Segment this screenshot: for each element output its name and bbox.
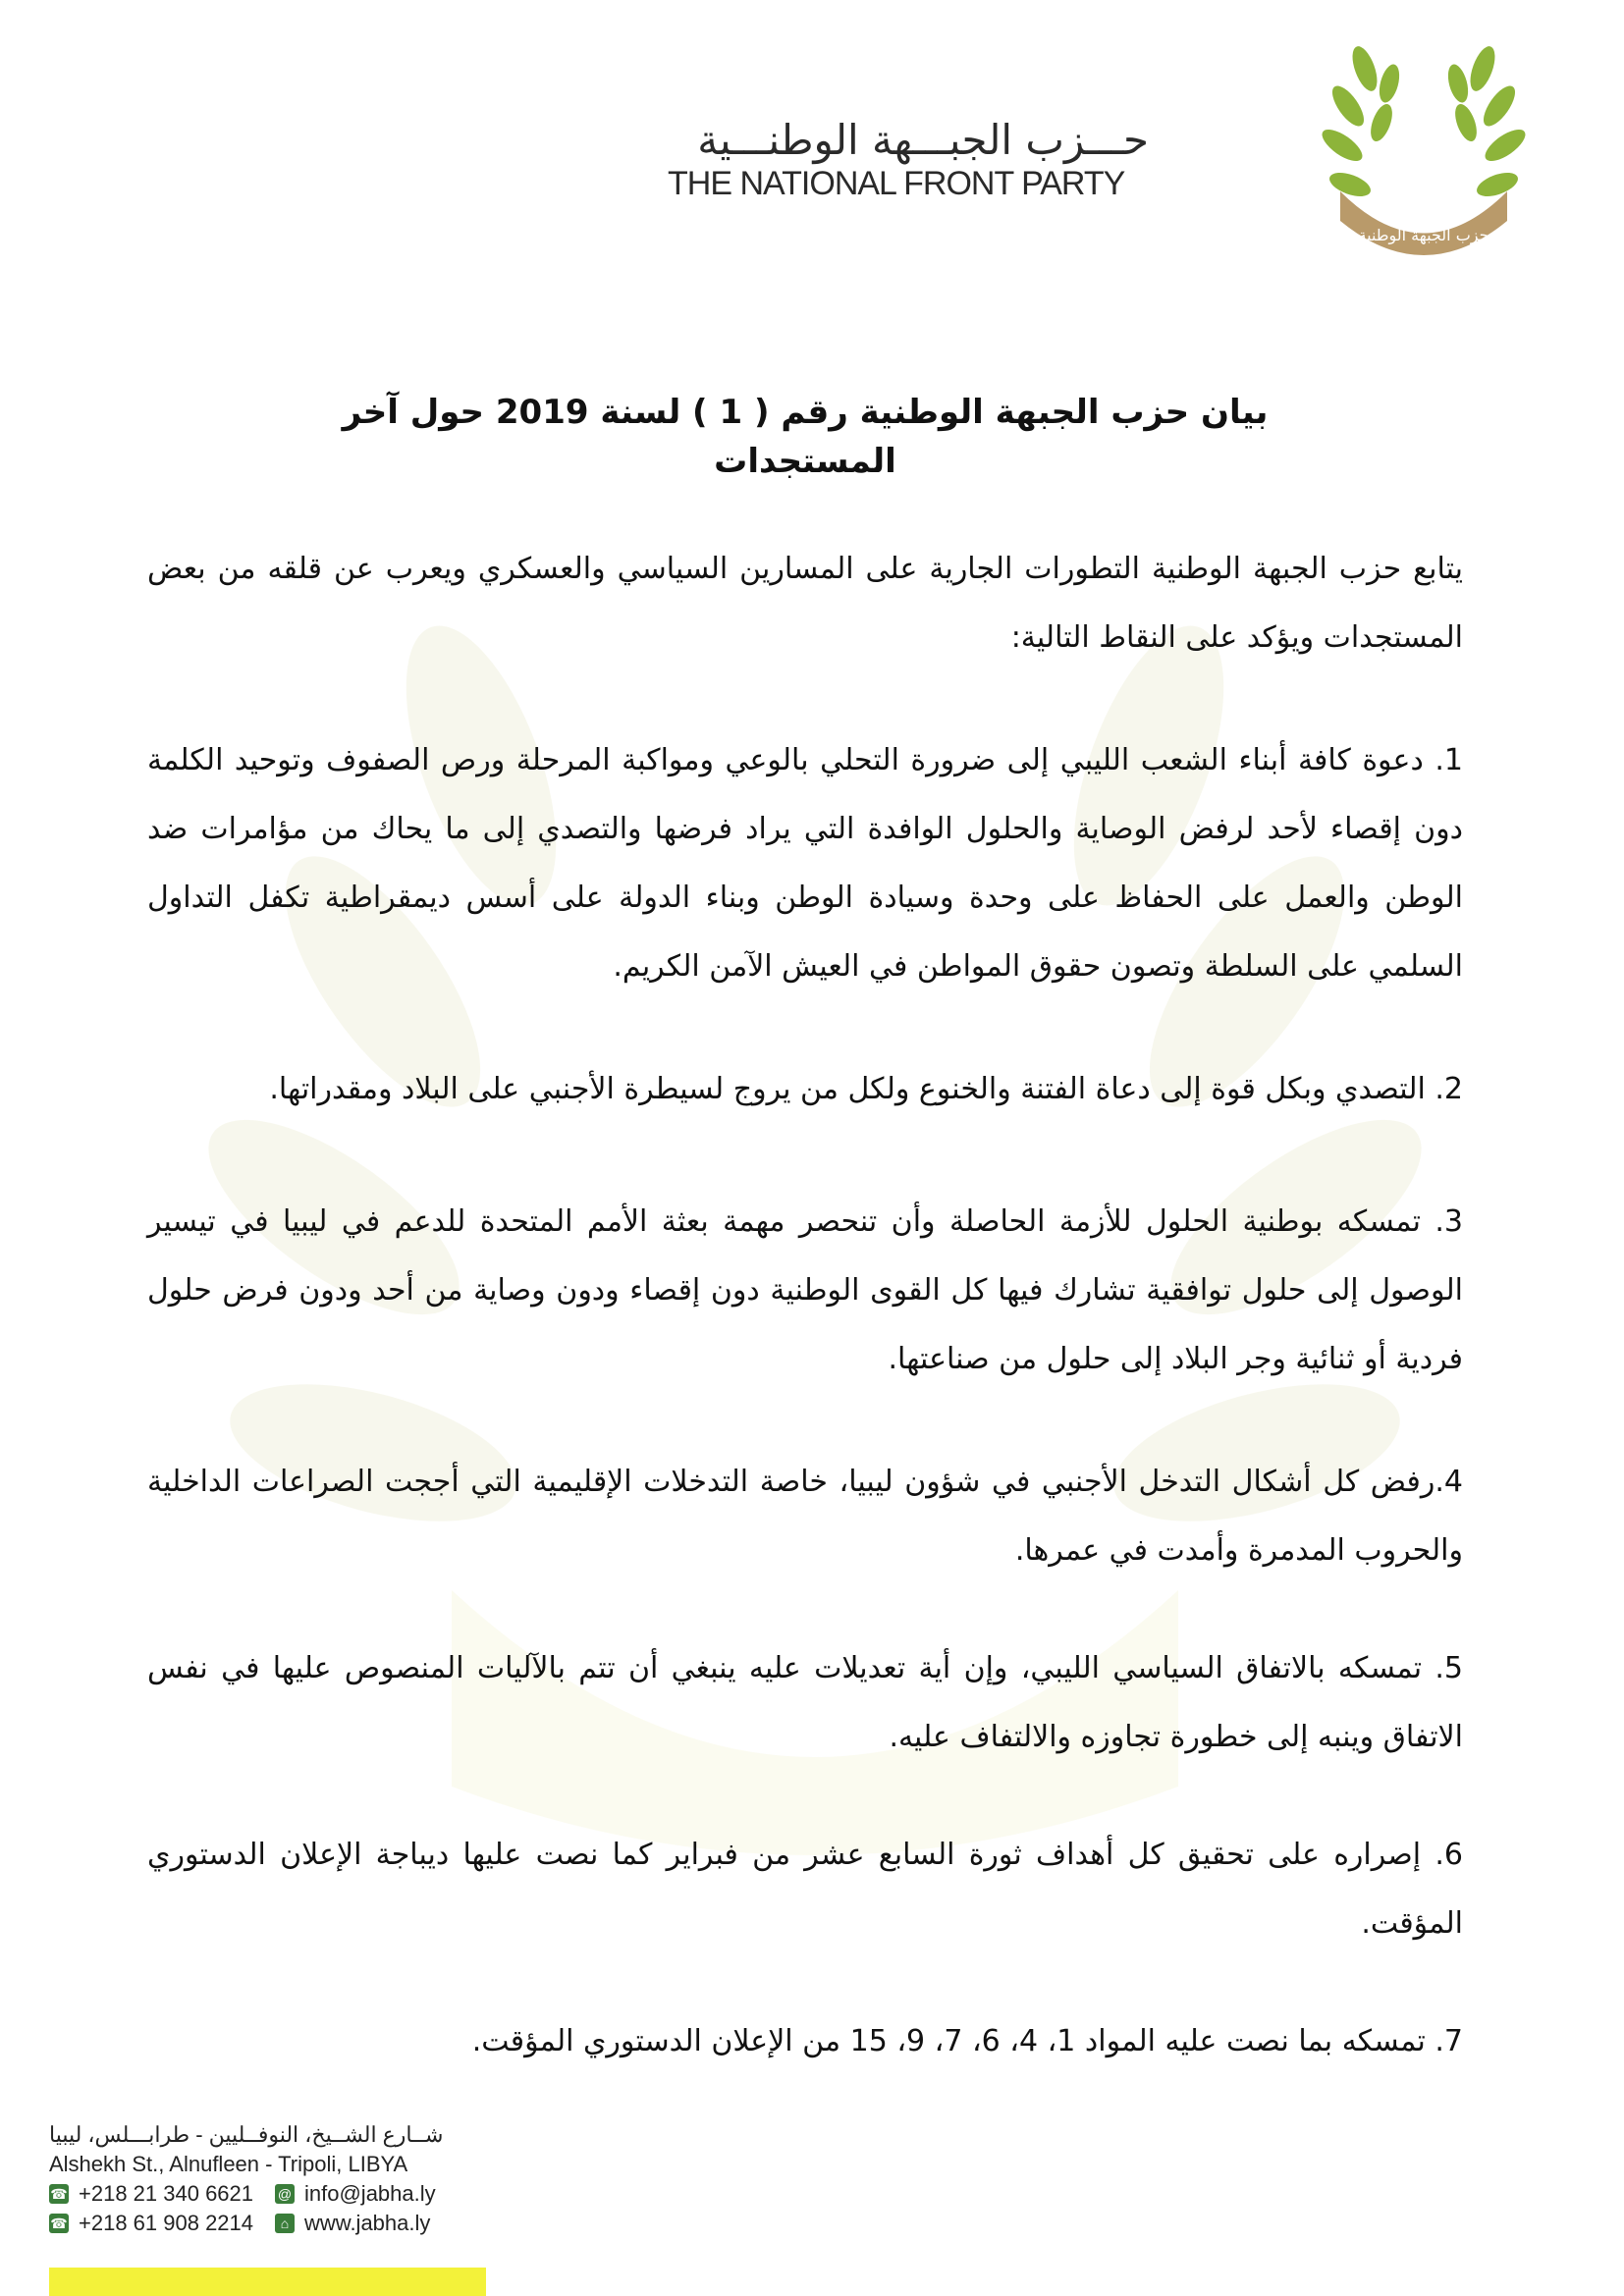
contact-row xyxy=(49,2181,501,2207)
letterhead-footer xyxy=(49,2122,501,2236)
contact-phone-2 xyxy=(49,2211,275,2236)
statement-intro: يتابع حزب الجبهة الوطنية التطورات الجارية على المسارين السياسي والعسكري ويعرب عن قلقه من بعض المستجدات ويؤكد على النقاط التالية: xyxy=(147,552,1463,655)
list-item xyxy=(147,1821,1463,1958)
phone-number-2: +218 61 908 2214 xyxy=(79,2211,254,2235)
list-item xyxy=(147,1448,1463,1585)
statement-title: بيان حزب الجبهة الوطنية رقم ( 1 ) لسنة 2019 حول آخر المستجدات xyxy=(342,393,1269,481)
list-item xyxy=(147,2007,1463,2076)
party-name-arabic: حـــزب الجبـــهة الوطنـــية xyxy=(697,116,1149,164)
phone-number-1: +218 21 340 6621 xyxy=(79,2181,254,2206)
point-text: إصراره على تحقيق كل أهداف ثورة السابع عشر من فبراير كما نصت عليها ديباجة الإعلان الدستوري المؤقت. xyxy=(147,1838,1463,1941)
phone-icon: ☎ xyxy=(49,2214,69,2233)
list-item xyxy=(147,1055,1463,1124)
contact-website xyxy=(275,2211,501,2236)
address-arabic: شــارع الشــيخ، النوفــليين - طرابـــلس، ليبيا xyxy=(49,2122,444,2147)
point-number: 3. xyxy=(1435,1204,1463,1239)
web-icon: ⌂ xyxy=(275,2214,295,2233)
point-text: تمسكه بالاتفاق السياسي الليبي، وإن أية تعديلات عليه ينبغي أن تتم بالآليات المنصوص عليها في نفس الاتفاق وينبه إلى خطورة تجاوزه والالتفاف عليه. xyxy=(147,1651,1463,1754)
point-text: تمسكه بوطنية الحلول للأزمة الحاصلة وأن تنحصر مهمة بعثة الأمم المتحدة للدعم في ليبيا في تيسير الوصول إلى حلول توافقية تشارك فيها كل القوى الوطنية دون إقصاء ودون وصاية من أحد ودون فرض حلول فردية أو ثنائية وجر البلاد إلى حلول من صناعتها. xyxy=(147,1204,1463,1376)
email-icon: @ xyxy=(275,2184,295,2204)
list-item xyxy=(147,1634,1463,1772)
logo-seal-text: حزب الجبهة الوطنية xyxy=(1358,226,1489,244)
contact-email xyxy=(275,2181,501,2207)
point-number: 1. xyxy=(1435,743,1463,777)
laurel-wreath-icon xyxy=(1321,29,1527,265)
point-number: 6. xyxy=(1435,1838,1463,1872)
point-text: دعوة كافة أبناء الشعب الليبي إلى ضرورة التحلي بالوعي ومواكبة المرحلة ورص الصفوف وتوحيد الكلمة دون إقصاء لأحد لرفض الوصاية والحلول الوافدة التي يراد فرضها والتصدي إلى ما يحاك من مؤامرات ضد الوطن والعمل على الحفاظ على وحدة وسيادة الوطن وبناء الدولة على أسس ديمقراطية تكفل التداول السلمي على السلطة وتصون حقوق المواطن في العيش الآمن الكريم. xyxy=(147,743,1463,984)
list-item xyxy=(147,726,1463,1001)
point-text: التصدي وبكل قوة إلى دعاة الفتنة والخنوع ولكل من يروج لسيطرة الأجنبي على البلاد ومقدراتها. xyxy=(269,1072,1426,1106)
point-number: 4. xyxy=(1435,1465,1463,1499)
point-number: 7. xyxy=(1435,2024,1463,2058)
website-link[interactable]: www.jabha.ly xyxy=(304,2211,431,2235)
contact-phone-1 xyxy=(49,2181,275,2207)
point-number: 2. xyxy=(1435,1072,1463,1106)
email-address[interactable]: info@jabha.ly xyxy=(304,2181,436,2206)
address-english: Alshekh St., Alnufleen - Tripoli, LIBYA xyxy=(49,2152,408,2176)
list-item xyxy=(147,1188,1463,1394)
point-text: رفض كل أشكال التدخل الأجنبي في شؤون ليبيا، خاصة التدخلات الإقليمية التي أججت الصراعات الداخلية والحروب المدمرة وأمدت في عمرها. xyxy=(147,1465,1463,1568)
contact-row xyxy=(49,2211,501,2236)
point-number: 5. xyxy=(1435,1651,1463,1685)
phone-icon: ☎ xyxy=(49,2184,69,2204)
party-name-english: THE NATIONAL FRONT PARTY xyxy=(668,165,1125,202)
footer-accent-bar xyxy=(49,2268,486,2296)
letterhead xyxy=(0,0,1624,275)
point-text: تمسكه بما نصت عليه المواد 1، 4، 6، 7، 9، 15 من الإعلان الدستوري المؤقت. xyxy=(471,2024,1426,2058)
